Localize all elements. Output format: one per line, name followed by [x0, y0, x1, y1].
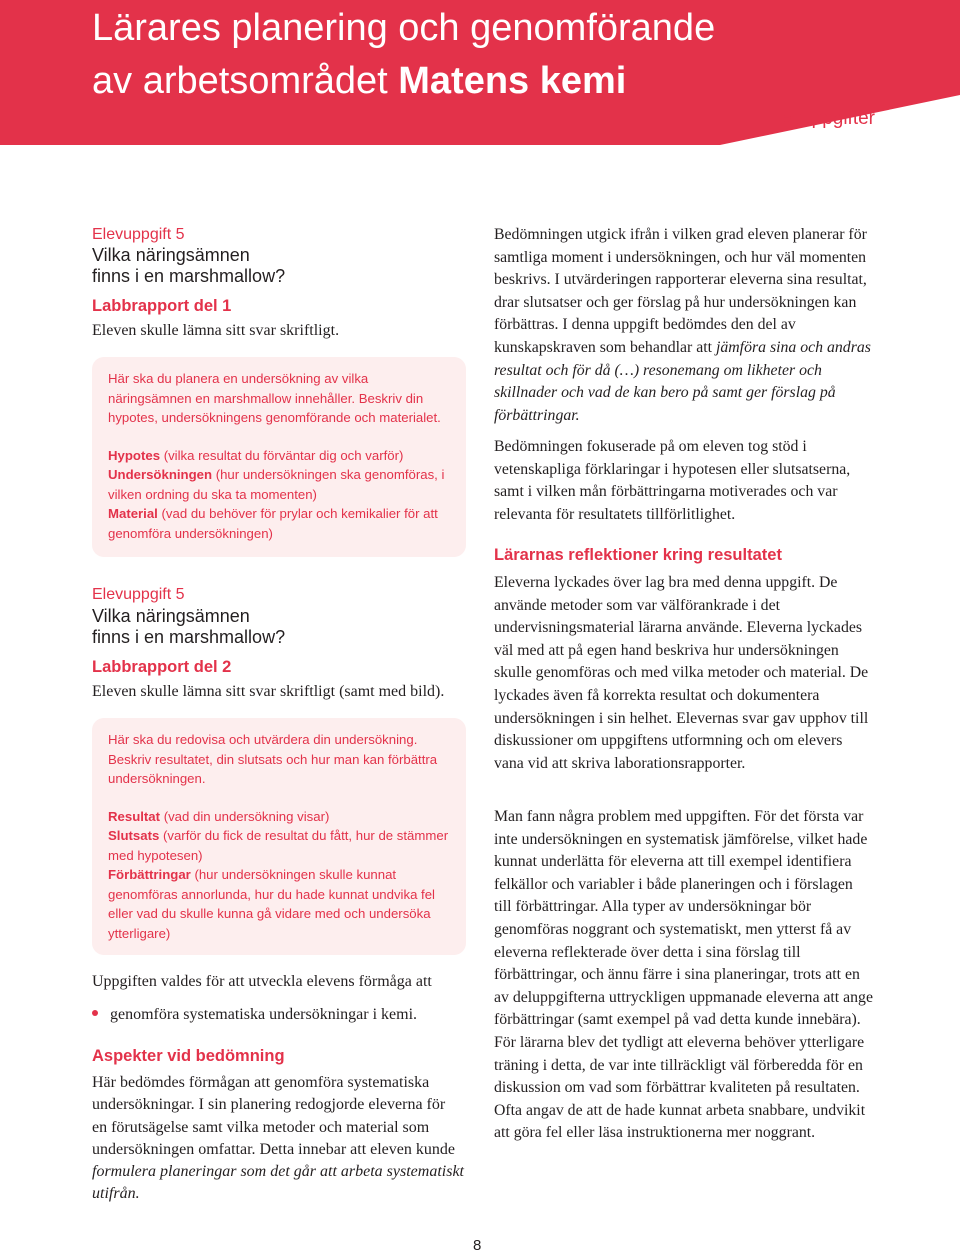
item-term: Slutsats: [108, 828, 160, 843]
task1-question-line2: finns i en marshmallow?: [92, 266, 286, 286]
task2-text: Eleven skulle lämna sitt svar skriftligt (samt med bild).: [92, 683, 445, 700]
purpose-bullet-text: genomföra systematiska undersökningar i kemi.: [110, 1006, 418, 1023]
right-paragraph-4: Man fann några problem med uppgiften. För det första var inte undersökningen en systematisk jämförelse, vilket hade kunnat underlätta för eleverna att till exempel identifiera felkällor och variabler i både planeringen och i förslagen till förbättringar. Alla typer av undersökningar bör genomföras noggrant och systematiskt, men ytterst få av eleverna reflekterade över detta i sina förslag till förbättringar, och ännu färre i sina planeringar, trots att en av deluppgifterna uttryckligen uppmanade eleverna att ange förbättringar (samt exempel på vad detta kunde innebära). För lärarna blev det tydligt att eleverna behöver ytterligare träning i detta, de var inte tillräckligt väl förberedda för en diskussion om vad som förbättrar kvaliteten på resultaten. Ofta angav de att de hade kunnat arbeta snabbare, undvikit att göra fel eller läsa instruktionerna mer noggrant.: [494, 808, 873, 1142]
bullet-icon: [92, 1010, 98, 1016]
task1-box-item: [108, 446, 450, 466]
task1-question-line1: Vilka näringsämnen: [92, 245, 250, 265]
task1-instruction-box: [92, 357, 466, 557]
task2-question-line2: finns i en marshmallow?: [92, 627, 286, 647]
right-paragraph-3: Eleverna lyckades över lag bra med denna uppgift. De använde metoder som var välförankrade i det undervisningsmaterial lärarna använde. Eleverna lyckades väl med att på egen hand beskriva hur undersökningen skulle genomföras och med vilka metoder och material. De lyckades även få korrekta resultat och dokumentera undersökningen i sin helhet. Elevernas svar gav upphov till diskussioner om uppgiftens utformning och om elevers vana vid att skriva laborationsrapporter.: [494, 574, 869, 772]
item-desc: (vad din undersökning visar): [160, 808, 330, 824]
item-term: Material: [108, 506, 158, 521]
item-desc: (hur undersökningen ska genomföras, i vilken ordning du ska ta momenten): [108, 467, 445, 502]
task1-label: Elevuppgift 5: [92, 226, 185, 243]
item-desc: (hur undersökningen skulle kunnat genomföras annorlunda, hur du hade kunnat undvika fel eller vad du skulle kunna gå vidare med och undersöka ytterligare): [108, 867, 435, 941]
title-line-2: av arbetsområdet: [92, 60, 399, 102]
page-number: 8: [473, 1237, 482, 1254]
title-line-1: Lärares planering och genomförande: [92, 7, 716, 49]
item-term: Hypotes: [108, 447, 161, 463]
task2-subheading: Labbrapport del 2: [92, 658, 232, 676]
right-paragraph-1: [494, 224, 874, 427]
task2-question: [92, 606, 285, 648]
aspects-text-italic: formulera planeringar som det går att arbeta systematiskt utifrån.: [92, 1163, 464, 1203]
item-term: Resultat: [108, 808, 161, 824]
p1-plain: Bedömningen utgick ifrån i vilken grad eleven planerar för samtliga moment i undersökningen, och hur väl momenten beskrivs. I utvärderingen rapporterar eleverna sina resultat, drar slutsatser och ger förslag på hur undersökningen kan förbättras. I denna uppgift bedömdes den del av kunskapskraven som behandlar att: [494, 226, 867, 356]
task1-box-item: [108, 504, 450, 543]
purpose-bullet: [92, 1006, 472, 1024]
task2-label: Elevuppgift 5: [92, 586, 185, 603]
purpose-text: Uppgiften valdes för att utveckla elevens förmåga att: [92, 973, 432, 990]
task2-box-item: [108, 865, 450, 943]
item-term: Undersökningen: [108, 467, 213, 482]
title-emphasis: Matens kemi: [398, 60, 627, 102]
reflections-heading: Lärarnas reflektioner kring resultatet: [494, 546, 782, 564]
item-term: Förbättringar: [108, 867, 191, 882]
task1-text: Eleven skulle lämna sitt svar skriftligt.: [92, 322, 340, 339]
aspects-text: [92, 1072, 464, 1206]
aspects-heading: Aspekter vid bedömning: [92, 1047, 285, 1065]
right-paragraph-2: Bedömningen fokuserade på om eleven tog stöd i vetenskapliga förklaringar i hypotesen eller slutsatserna, samt i vilken mån förbättringarna motiverades och var relevanta för resultatets tillförlitlighet.: [494, 438, 851, 523]
task2-instruction-box: [92, 718, 466, 955]
aspects-text-plain: Här bedömdes förmågan att genomföra systematiska undersökningar. I sin planering redogjorde eleverna för en förutsägelse samt vilka metoder och material som undersökningen omfattar. Detta innebar att eleven kunde: [92, 1074, 455, 1158]
page-title: [92, 2, 715, 108]
task2-box-item: [108, 807, 450, 827]
task1-box-intro: Här ska du planera en undersökning av vilka näringsämnen en marshmallow innehåller. Beskriv din hypotes, undersökningens genomförande och materialet.: [108, 371, 441, 425]
task2-box-item: [108, 826, 450, 865]
task1-box-item: [108, 465, 450, 504]
p1-italic: jämföra sina och andras resultat och för då (…) resonemang om likheter och skillnader och vad de kan bero på samt ger förslag på förbättringar.: [494, 338, 871, 424]
item-desc: (varför du fick de resultat du fått, hur de stämmer med hypotesen): [108, 828, 449, 863]
item-desc: (vad du behöver för prylar och kemikalier för att genomföra undersökningen): [108, 506, 438, 541]
item-desc: (vilka resultat du förväntar dig och varför): [160, 447, 404, 463]
task2-question-line1: Vilka näringsämnen: [92, 606, 250, 626]
task2-box-intro: Här ska du redovisa och utvärdera din undersökning. Beskriv resultatet, din slutsats och hur man kan förbättra undersökningen.: [108, 732, 438, 786]
task1-question: [92, 245, 285, 287]
task1-subheading: Labbrapport del 1: [92, 297, 232, 315]
section-tag: Elevuppgifter: [764, 108, 875, 129]
